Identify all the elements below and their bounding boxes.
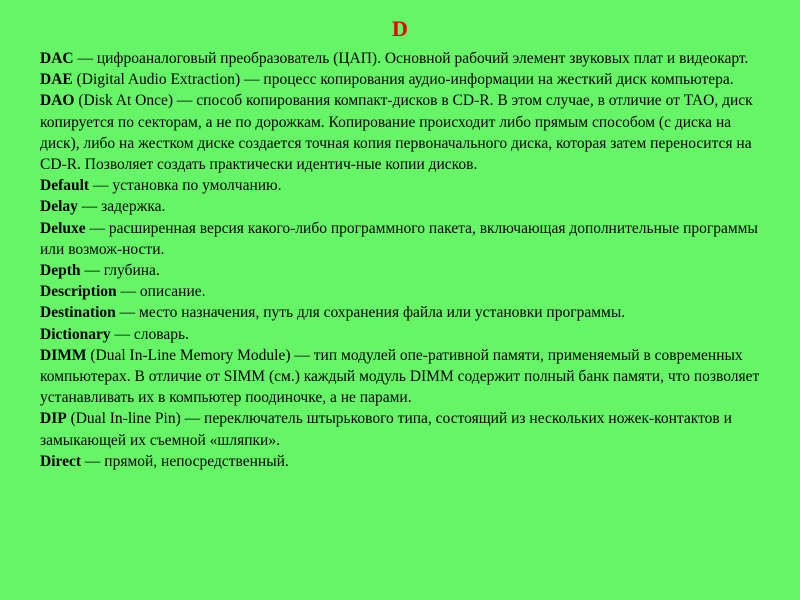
glossary-list — [40, 48, 760, 472]
glossary-term: Delay — [40, 198, 78, 216]
glossary-term: Depth — [40, 262, 81, 280]
glossary-entry-dae — [40, 69, 760, 90]
glossary-entry-delay — [40, 196, 760, 217]
glossary-definition: (Dual In-line Pin) — переключатель штырькового типа, состоящий из нескольких ножек-контактов и замыкающей их съемной «шляпки». — [40, 410, 732, 449]
glossary-term: Direct — [40, 452, 82, 470]
glossary-term: Deluxe — [40, 219, 86, 237]
glossary-definition: — расширенная версия какого-либо программного пакета, включающая дополнительные программы или возмож-ности. — [40, 219, 758, 258]
glossary-entry-dimm — [40, 345, 760, 409]
glossary-definition: — установка по умолчанию. — [89, 177, 282, 195]
glossary-definition: — цифроаналоговый преобразователь (ЦАП). Основной рабочий элемент звуковых плат и видеокарт. — [73, 50, 749, 67]
glossary-entry-direct — [40, 451, 760, 472]
glossary-term: DAO — [40, 92, 75, 110]
glossary-term: DAE — [40, 71, 73, 89]
glossary-entry-dip — [40, 408, 760, 450]
glossary-definition: (Dual In-Line Memory Module) — тип модулей опе-ративной памяти, применяемый в современных компьютерах. В отличие от SIMM (см.) каждый модуль DIMM содержит полный банк памяти, что позволяет устанавливать их в компьютер поодиночке, а не парами. — [40, 346, 760, 407]
glossary-definition: — словарь. — [110, 325, 189, 343]
glossary-definition: — описание. — [116, 283, 206, 301]
glossary-term: DIMM — [40, 346, 87, 364]
glossary-term: Destination — [40, 304, 116, 322]
glossary-term: DIP — [40, 410, 67, 428]
glossary-definition: — задержка. — [77, 198, 166, 216]
glossary-entry-description — [40, 281, 760, 302]
page-title: D — [392, 16, 408, 41]
glossary-entry-destination — [40, 302, 760, 323]
glossary-entry-dictionary — [40, 324, 760, 345]
glossary-term: Default — [40, 177, 90, 195]
glossary-entry-default — [40, 175, 760, 196]
glossary-definition: — место назначения, путь для сохранения файла или установки программы. — [115, 304, 626, 322]
glossary-term: Dictionary — [40, 325, 111, 343]
glossary-term: Description — [40, 283, 117, 301]
glossary-entry-depth — [40, 260, 760, 281]
glossary-entry-deluxe — [40, 218, 760, 260]
glossary-definition: (Disk At Once) — способ копирования компакт-дисков в CD-R. В этом случае, в отличие от TAO, диск копируется по секторам, а не по дорожкам. Копирование происходит либо прямым способом (с диска на диск), либо на жестком диске создается точная копия первоначального диска, которая затем переносится на CD-R. Позволяет создать практически идентич-ные копии дисков. — [40, 92, 753, 174]
glossary-entry-dac — [40, 48, 760, 69]
glossary-term: DAC — [40, 50, 74, 67]
glossary-definition: — прямой, непосредственный. — [81, 452, 289, 470]
glossary-definition: (Digital Audio Extraction) — процесс копирования аудио-информации на жесткий диск компьютера. — [72, 71, 734, 89]
glossary-entry-dao — [40, 90, 760, 175]
glossary-definition: — глубина. — [80, 262, 160, 280]
